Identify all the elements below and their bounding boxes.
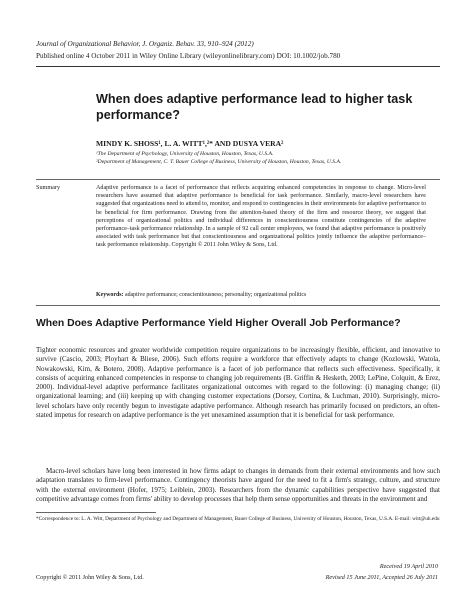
- body-paragraph-2: [36, 467, 440, 504]
- header-divider: [36, 66, 440, 67]
- keywords-list: adaptive performance; conscientiousness; personality; organizational politics: [124, 292, 307, 298]
- keywords-label: Keywords:: [96, 292, 124, 298]
- article-authors: MINDY K. SHOSS¹, L. A. WITT¹,²* AND DUSYA VERA²: [96, 139, 284, 148]
- abstract-bottom-divider: [36, 305, 440, 306]
- body-paragraph-1: [36, 346, 440, 420]
- correspondence-footnote: *Correspondence to: L. A. Witt, Department of Psychology and Department of Management, Bauer College of Business, University of Houston, Houston, Texas, U.S.A. E-mail: witt@uh.edu: [36, 516, 440, 522]
- revised-accepted-dates: Revised 15 June 2011, Accepted 26 July 2011: [325, 574, 438, 581]
- paragraph-2-text: Macro-level scholars have long been interested in how firms adapt to changes in demands from their external environments and how such adaptation translates to firm-level performance. Contingency theorists have argued for the need to fit a firm's strategy, culture, and structure with the external environment (Hofer, 1975; Leiblein, 2003). Researchers from the dynamic capabilities perspective have suggested that competitive advantage comes from firms' ability to develop processes that help them sense opportunities and threats in the environment and: [36, 467, 440, 503]
- affiliation-psychology: ¹The Department of Psychology, University of Houston, Houston, Texas, U.S.A.: [96, 151, 274, 157]
- footnote-divider: [36, 512, 156, 513]
- abstract-top-divider: [36, 179, 440, 180]
- abstract-text: Adaptive performance is a facet of performance that reflects acquiring enhanced competencies in response to change. Micro-level researchers have assumed that adaptive performance is beneficial for task performance. Similarly, macro-level researchers have suggested that organizations need to attend to, monitor, and respond to contingencies in their environments for adaptive performance to be beneficial for firm performance. Drawing from the attention-based theory of the firm and resource theory, we suggest that perceptions of organizational politics and individual differences in conscientiousness constitute contingencies of the adaptive performance–task performance relationship. In a sample of 92 call center employees, we found that adaptive performance is positively associated with task performance but that conscientiousness and organizational politics jointly influence the adaptive performance–task performance relationship. Copyright © 2011 John Wiley & Sons, Ltd.: [96, 185, 426, 249]
- article-title: When does adaptive performance lead to higher task performance?: [96, 92, 413, 122]
- paragraph-1-text: Tighter economic resources and greater worldwide competition require organizations to be increasingly flexible, efficient, and innovative to survive (Cascio, 2003; Ployhart & Bliese, 2006). Such efforts require a workforce that effectively adapts to change (Kozlowski, Watola, Nowakowski, Kim, & Botero, 2008). Adaptive performance is a facet of job performance that reflects such effectiveness. Specifically, it consists of acquiring enhanced competencies in response to changing job requirements (B. Griffin & Hesketh, 2003; LePine, Colquitt, & Erez, 2000). Individual-level adaptive performance facilitates organizational outcomes with regard to the following: (i) managing change; (ii) organizational learning; and (iii) keeping up with changing customer expectations (Dorsey, Cortina, & Luchman, 2010). Surprisingly, micro-level scholars have only recently begun to investigate adaptive performance. Although research has primarily focused on predictors, an often-stated impetus for research on adaptive performance is the yet unexamined assumption that it is beneficial for task performance.: [36, 346, 440, 420]
- summary-label: Summary: [36, 184, 61, 191]
- affiliation-management: ²Department of Management, C. T. Bauer College of Business, University of Houston, Houston, Texas, U.S.A.: [96, 159, 342, 165]
- received-date: Received 19 April 2010: [379, 563, 438, 570]
- section-heading: When Does Adaptive Performance Yield Higher Overall Job Performance?: [36, 318, 401, 329]
- footer-copyright: Copyright © 2011 John Wiley & Sons, Ltd.: [36, 574, 144, 581]
- published-online-line: Published online 4 October 2011 in Wiley Online Library (wileyonlinelibrary.com) DOI: 10.1002/job.780: [36, 52, 341, 60]
- journal-citation: Journal of Organizational Behavior, J. Organiz. Behav. 33, 910–924 (2012): [36, 40, 254, 48]
- keywords-line: [96, 292, 306, 298]
